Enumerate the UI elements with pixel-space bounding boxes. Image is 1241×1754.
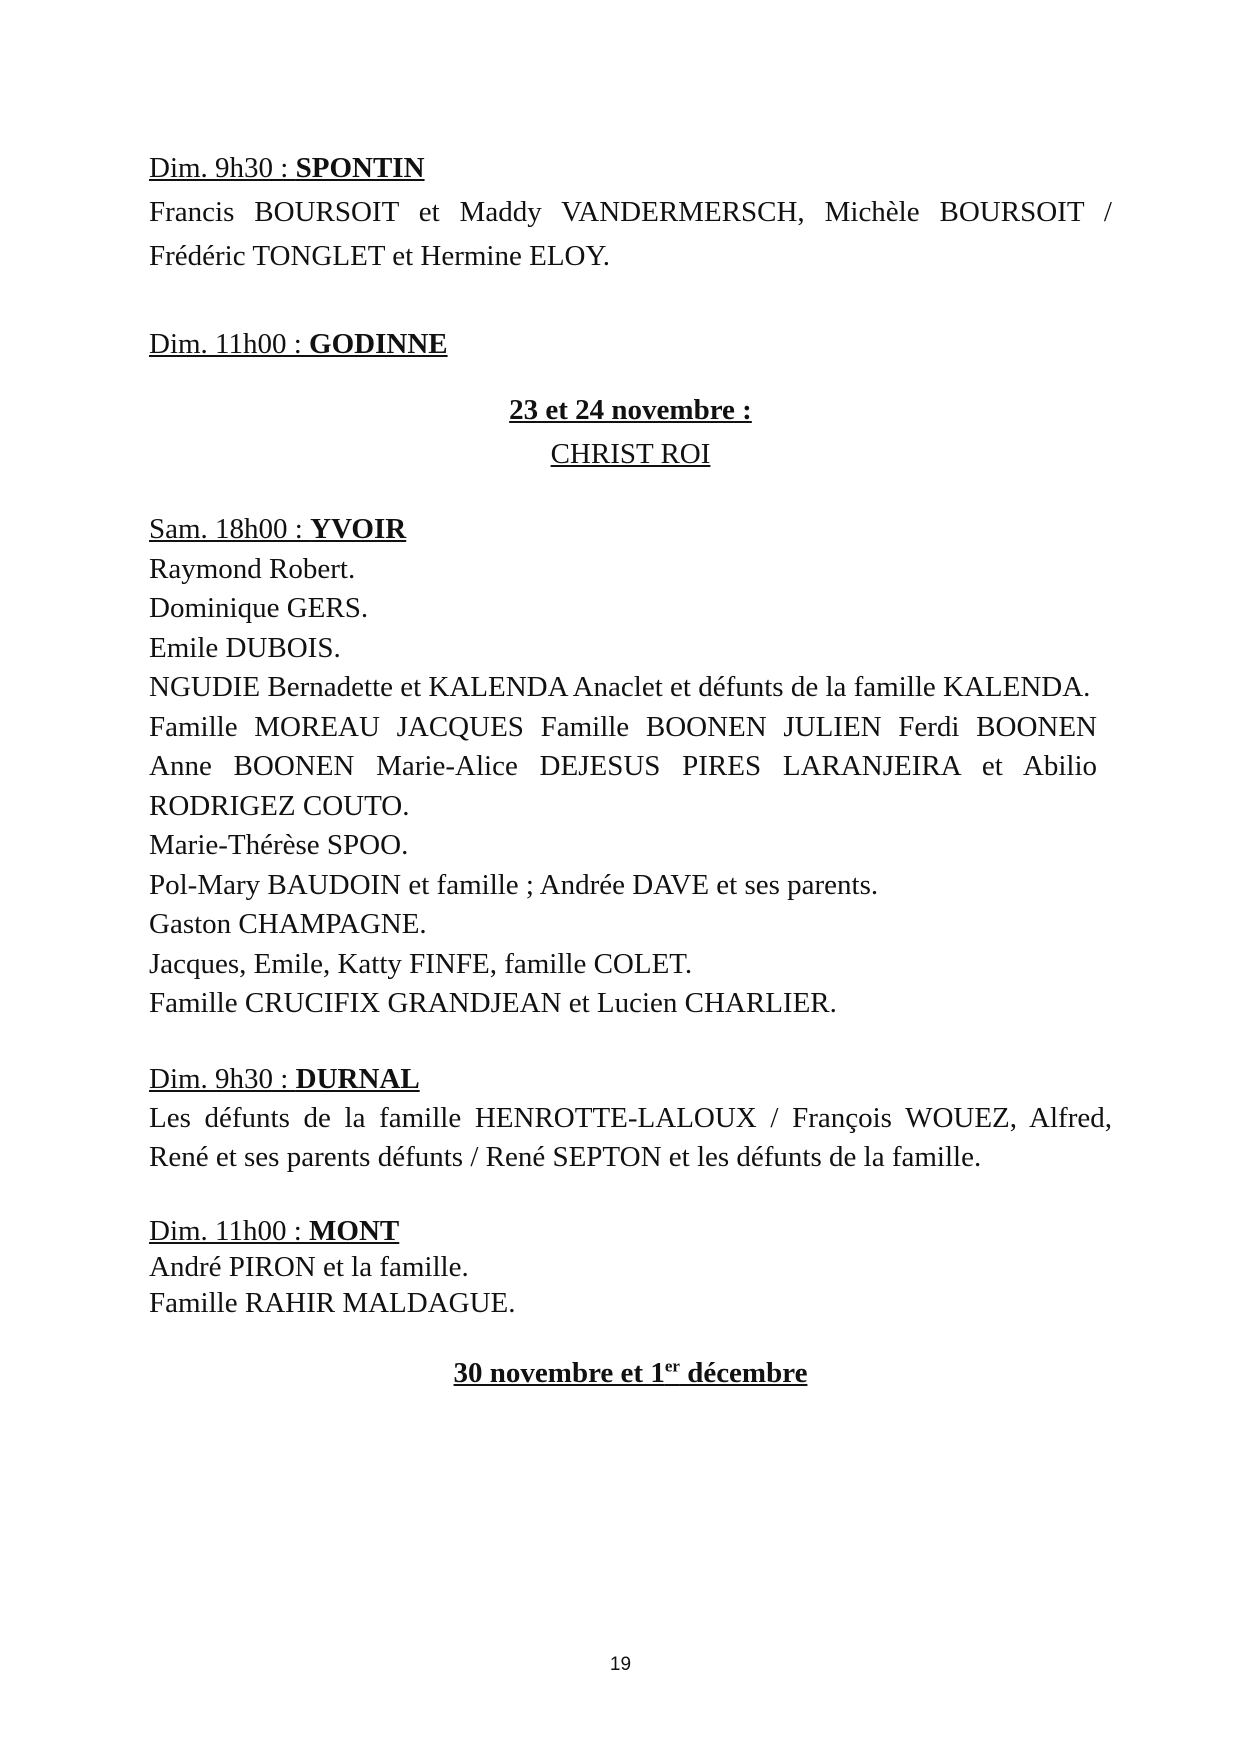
page-number: 19 [609, 1654, 632, 1675]
document-page [149, 146, 1112, 1395]
mass-header: Sam. 18h00 : YVOIR [149, 513, 407, 545]
intention-line: Gaston CHAMPAGNE. [149, 908, 427, 940]
intention-line: Famille MOREAU JACQUES Famille BOONEN JULIEN Ferdi BOONEN Anne BOONEN Marie-Alice DEJESUS PIRES LARANJEIRA et Abilio RODRIGEZ COUTO. [149, 710, 1097, 822]
intention-line: Pol-Mary BAUDOIN et famille ; Andrée DAVE et ses parents. [149, 868, 879, 901]
intention-line: Raymond Robert. [149, 552, 356, 585]
mass-header: Dim. 9h30 : SPONTIN [149, 152, 425, 184]
section-heading-christ-roi [149, 388, 1112, 476]
mass-header: Dim. 9h30 : DURNAL [149, 1062, 420, 1095]
place-name: DURNAL [295, 1062, 420, 1095]
intentions-text: Francis BOURSOIT et Maddy VANDERMERSCH, Michèle BOURSOIT / Frédéric TONGLET et Hermine ELOY. [149, 196, 1112, 272]
mass-block-mont [149, 1213, 1112, 1321]
intention-line: Jacques, Emile, Katty FINFE, famille COLET. [149, 947, 693, 980]
mass-block-durnal [149, 1060, 1112, 1177]
mass-block-spontin [149, 146, 1112, 278]
heading-feast: CHRIST ROI [550, 438, 711, 470]
intention-line: Emile DUBOIS. [149, 631, 341, 664]
intention-line: Dominique GERS. [149, 592, 369, 624]
place-name: SPONTIN [295, 152, 425, 184]
mass-block-godinne [149, 322, 1112, 366]
section-heading-advent: 30 novembre et 1er décembre [453, 1355, 808, 1389]
heading-date: 23 et 24 novembre : [509, 394, 752, 426]
place-name: MONT [309, 1214, 400, 1247]
place-name: GODINNE [309, 328, 448, 360]
intention-line: Famille CRUCIFIX GRANDJEAN et Lucien CHARLIER. [149, 987, 837, 1019]
mass-block-yvoir [149, 510, 1097, 1024]
intention-line: Famille RAHIR MALDAGUE. [149, 1286, 516, 1319]
intention-line: Marie-Thérèse SPOO. [149, 829, 409, 861]
intention-line: André PIRON et la famille. [149, 1250, 469, 1283]
place-name: YVOIR [310, 513, 407, 545]
mass-header: Dim. 11h00 : MONT [149, 1214, 400, 1247]
intention-line: NGUDIE Bernadette et KALENDA Anaclet et défunts de la famille KALENDA. [149, 671, 1091, 703]
mass-header: Dim. 11h00 : GODINNE [149, 328, 448, 360]
intentions-text: Les défunts de la famille HENROTTE-LALOUX / François WOUEZ, Alfred, René et ses parents défunts / René SEPTON et les défunts de la famille. [149, 1101, 1112, 1173]
